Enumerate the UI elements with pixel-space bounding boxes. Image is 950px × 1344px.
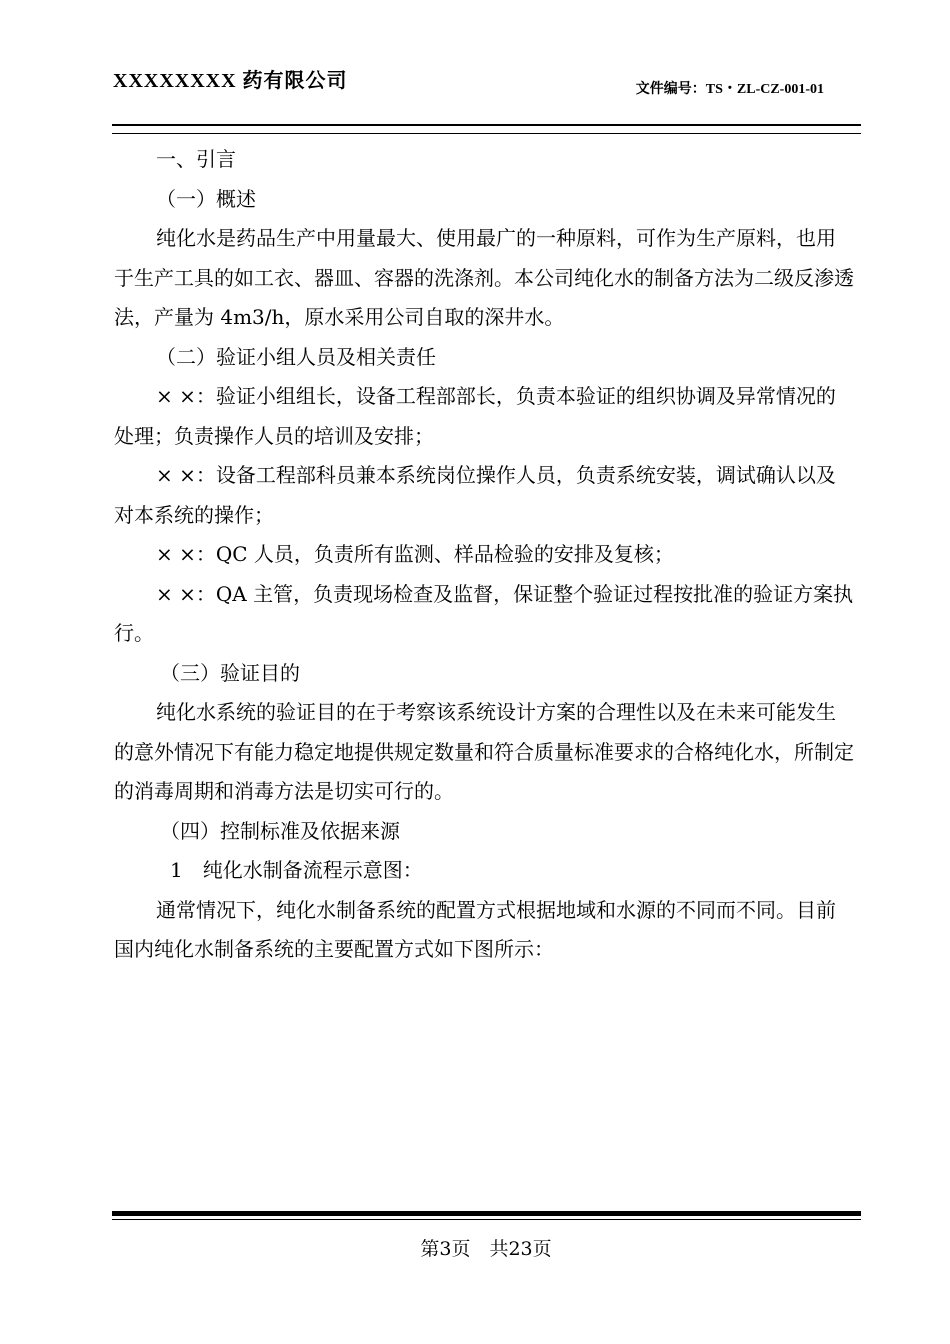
subsection-heading-standards: （四）控制标准及依据来源 <box>160 818 400 843</box>
header-divider <box>112 124 861 126</box>
footer-divider <box>112 1211 861 1216</box>
section-heading-intro: 一、引言 <box>156 147 236 171</box>
company-name: XXXXXXXX 药有限公司 <box>113 70 348 92</box>
subsection-heading-team: （二）验证小组人员及相关责任 <box>156 344 436 369</box>
paragraph-purpose: 纯化水系统的验证目的在于考察该系统设计方案的合理性以及在未来可能发生的意外情况下有能力稳定地提供规定数量和符合质量标准要求的合格纯化水，所制定的消毒周期和消毒方法是切实可行的。 <box>114 700 854 803</box>
team-member-leader: × ×：验证小组组长，设备工程部部长，负责本验证的组织协调及异常情况的处理；负责操作人员的培训及安排； <box>114 384 836 448</box>
paragraph-configuration: 通常情况下，纯化水制备系统的配置方式根据地域和水源的不同而不同。目前国内纯化水制备系统的主要配置方式如下图所示： <box>114 897 836 961</box>
header-divider-thin <box>112 133 861 134</box>
footer-divider-thin <box>112 1219 861 1220</box>
document-number: 文件编号：TS・ZL-CZ-001-01 <box>635 82 824 97</box>
subsection-heading-purpose: （三）验证目的 <box>160 660 300 685</box>
page-number: 第3页 共23页 <box>420 1238 552 1260</box>
team-member-operator: × ×：设备工程部科员兼本系统岗位操作人员，负责系统安装，调试确认以及对本系统的操作； <box>114 463 836 527</box>
paragraph-overview: 纯化水是药品生产中用量最大、使用最广的一种原料，可作为生产原料，也用于生产工具的如工衣、器皿、容器的洗涤剂。本公司纯化水的制备方法为二级反渗透法，产量为 4m3/h，原水采用公司自取的深井水。 <box>114 226 854 329</box>
document-body <box>114 140 854 970</box>
team-member-qc: × ×：QC 人员，负责所有监测、样品检验的安排及复核； <box>156 542 674 566</box>
subsection-heading-overview: （一）概述 <box>156 186 256 211</box>
team-member-qa: × ×：QA 主管，负责现场检查及监督，保证整个验证过程按批准的验证方案执行。 <box>114 581 854 645</box>
item-flow-diagram: 1 纯化水制备流程示意图： <box>170 858 423 882</box>
